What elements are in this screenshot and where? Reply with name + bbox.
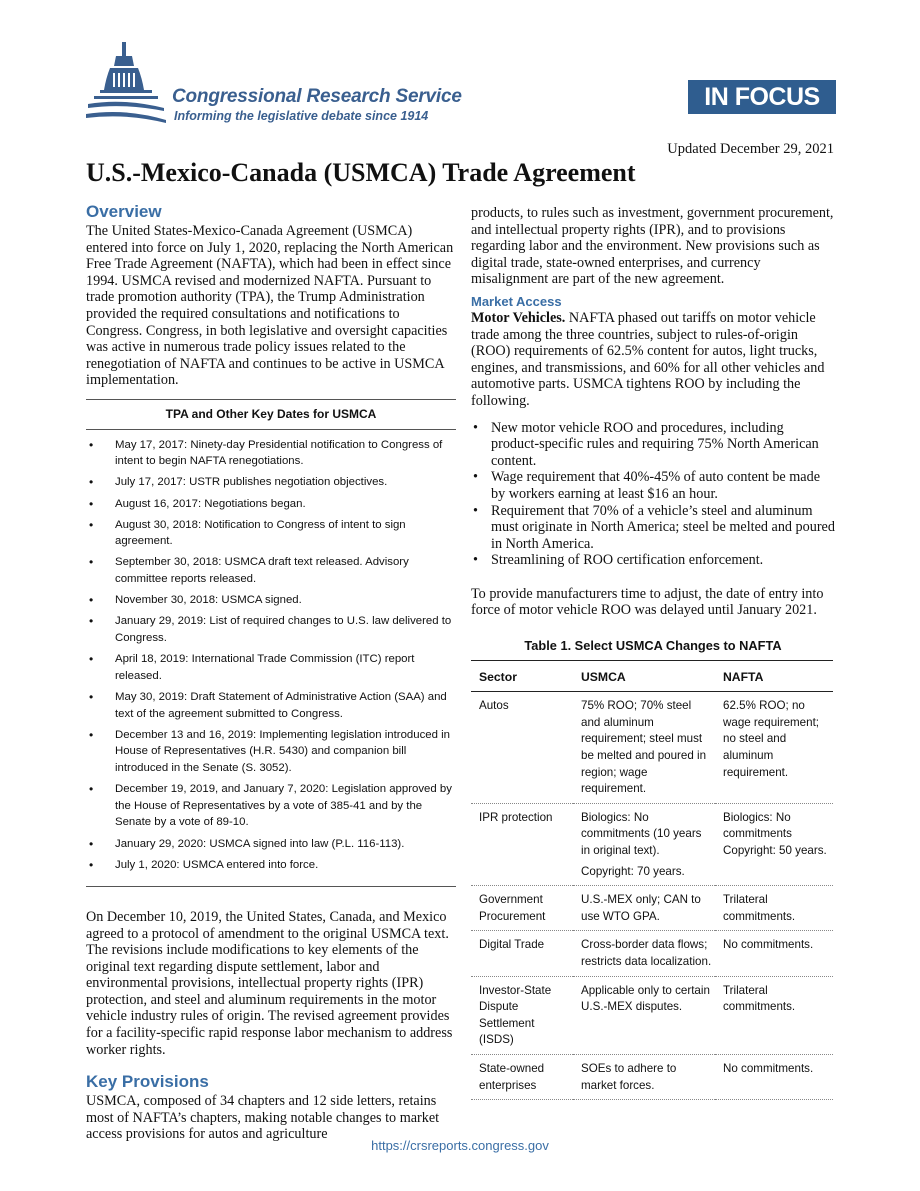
motor-vehicles-text: NAFTA phased out tariffs on motor vehicle trade among the three countries, subject to rules-of-origin (ROO) requirements of 62.5% content for autos, light trucks, engines, and transmissions, and 60% for all other vehicles and automotive parts. USMCA tightens ROO by including the following. [471,309,825,409]
left-column [86,202,456,1143]
list-item: • Wage requirement that 40%-45% of auto content be made by workers earning at least $16 an hour. [471,469,835,502]
capitol-dome-logo [86,40,166,128]
in-focus-badge: IN FOCUS [688,80,836,114]
table-row [471,692,833,804]
cell-usmca: U.S.-MEX only; CAN to use WTO GPA. [573,886,715,931]
cell-nafta: No commitments. [715,1054,833,1099]
overview-heading: Overview [86,202,162,221]
table-row [471,886,833,931]
key-dates-title: TPA and Other Key Dates for USMCA [86,406,456,430]
org-name: Congressional Research Service [172,86,462,107]
cell-sector: Digital Trade [471,931,573,976]
list-item: • August 16, 2017: Negotiations began. [86,496,456,513]
cell-usmca: 75% ROO; 70% steel and aluminum requirement; steel must be melted and poured in region; wage requirement. [573,692,715,804]
roo-list [471,420,835,569]
cell-nafta: No commitments. [715,931,833,976]
key-provisions-paragraph: USMCA, composed of 34 chapters and 12 side letters, retains most of NAFTA’s chapters, making notable changes to market access provisions for autos and agriculture [86,1093,440,1143]
cell-usmca: SOEs to adhere to market forces. [573,1054,715,1099]
list-item: • Requirement that 70% of a vehicle’s steel and aluminum must originate in North America; steel be melted and poured in North America. [471,503,835,553]
table-row [471,976,833,1054]
key-dates-list [86,437,456,874]
footer-link[interactable]: https://crsreports.congress.gov [371,1138,549,1153]
column-header-usmca: USMCA [573,660,715,692]
column-header-nafta: NAFTA [715,660,833,692]
list-item: • Streamlining of ROO certification enforcement. [471,552,835,569]
list-item: • New motor vehicle ROO and procedures, including product-specific rules and requiring 75% North American content. [471,420,835,470]
list-item: • November 30, 2018: USMCA signed. [86,592,456,609]
list-item: • December 19, 2019, and January 7, 2020: Legislation approved by the House of Representatives by a vote of 385-41 and by the Senate by a vote of 89-10. [86,781,456,831]
table-row [471,931,833,976]
list-item: • April 18, 2019: International Trade Commission (ITC) report released. [86,651,456,684]
list-item: • September 30, 2018: USMCA draft text released. Advisory committee reports released. [86,554,456,587]
cell-nafta: Trilateral commitments. [715,976,833,1054]
overview-paragraph: The United States-Mexico-Canada Agreement (USMCA) entered into force on July 1, 2020, replacing the North American Free Trade Agreement (NAFTA), which had been in effect since 1994. USMCA revised and modernized NAFTA. Pursuant to trade promotion authority (TPA), the Trump Administration provided the required consultations and notifications to Congress. Congress, in both legislative and oversight capacities was active in numerous trade policy issues related to the renegotiation of NAFTA and continues to be active in USMCA implementation. [86,223,454,389]
cell-usmca-line: Biologics: No commitments (10 years in original text). [581,810,702,857]
cell-usmca [573,803,715,885]
list-item: • May 17, 2017: Ninety-day Presidential notification to Congress of intent to begin NAFTA renegotiations. [86,437,456,470]
table-header-row [471,660,833,692]
roo-delay-paragraph: To provide manufacturers time to adjust, the date of entry into force of motor vehicle ROO was delayed until January 2021. [471,585,824,619]
cell-usmca: Cross-border data flows; restricts data localization. [573,931,715,976]
key-provisions-heading: Key Provisions [86,1072,209,1092]
list-item: • December 13 and 16, 2019: Implementing legislation introduced in House of Representatives (H.R. 5430) and companion bill introduced in the Senate (S. 3052). [86,727,456,777]
cell-usmca: Applicable only to certain U.S.-MEX disputes. [573,976,715,1054]
table-row [471,803,833,885]
motor-vehicles-paragraph [471,310,835,410]
cell-sector: Autos [471,692,573,804]
report-header [86,40,836,132]
column-header-sector: Sector [471,660,573,692]
key-dates-box [86,399,456,887]
key-provisions-continued: products, to rules such as investment, government procurement, and intellectual property rights (IPR), and to provisions regarding labor and the environment. New provisions such as digital trade, state-owned enterprises, and currency misalignment are part of the new agreement. [471,205,834,288]
list-item: • August 30, 2018: Notification to Congress of intent to sign agreement. [86,517,456,550]
cell-nafta: Trilateral commitments. [715,886,833,931]
cell-usmca-line: Copyright: 70 years. [581,864,685,878]
right-column [471,205,835,1100]
list-item: • July 1, 2020: USMCA entered into force. [86,857,456,874]
list-item: • January 29, 2019: List of required changes to U.S. law delivered to Congress. [86,613,456,646]
protocol-paragraph: On December 10, 2019, the United States, Canada, and Mexico agreed to a protocol of amendment to the original USMCA text. The revisions include modifications to key elements of the original text regarding dispute settlement, labor and environmental provisions, intellectual property rights (IPR) protection, and steel and aluminum requirements in the motor vehicle industry rules of origin. The revised agreement provides for a facility-specific rapid response labor mechanism to address worker rights. [86,908,453,1058]
page-title: U.S.-Mexico-Canada (USMCA) Trade Agreement [86,158,636,187]
cell-sector: Government Procurement [471,886,573,931]
motor-vehicles-lead: Motor Vehicles. [471,309,566,326]
updated-date: Updated December 29, 2021 [667,141,834,157]
usmca-changes-table [471,660,833,1100]
cell-nafta: Biologics: No commitments Copyright: 50 years. [715,803,833,885]
cell-sector: IPR protection [471,803,573,885]
list-item: • January 29, 2020: USMCA signed into law (P.L. 116-113). [86,836,456,853]
list-item: • July 17, 2017: USTR publishes negotiation objectives. [86,474,456,491]
cell-nafta: 62.5% ROO; no wage requirement; no steel and aluminum requirement. [715,692,833,804]
market-access-heading: Market Access [471,293,562,309]
list-item: • May 30, 2019: Draft Statement of Administrative Action (SAA) and text of the agreement submitted to Congress. [86,689,456,722]
cell-sector: State-owned enterprises [471,1054,573,1099]
table-title: Table 1. Select USMCA Changes to NAFTA [524,638,782,654]
cell-sector: Investor-State Dispute Settlement (ISDS) [471,976,573,1054]
table-row [471,1054,833,1099]
org-tagline: Informing the legislative debate since 1914 [174,109,429,123]
